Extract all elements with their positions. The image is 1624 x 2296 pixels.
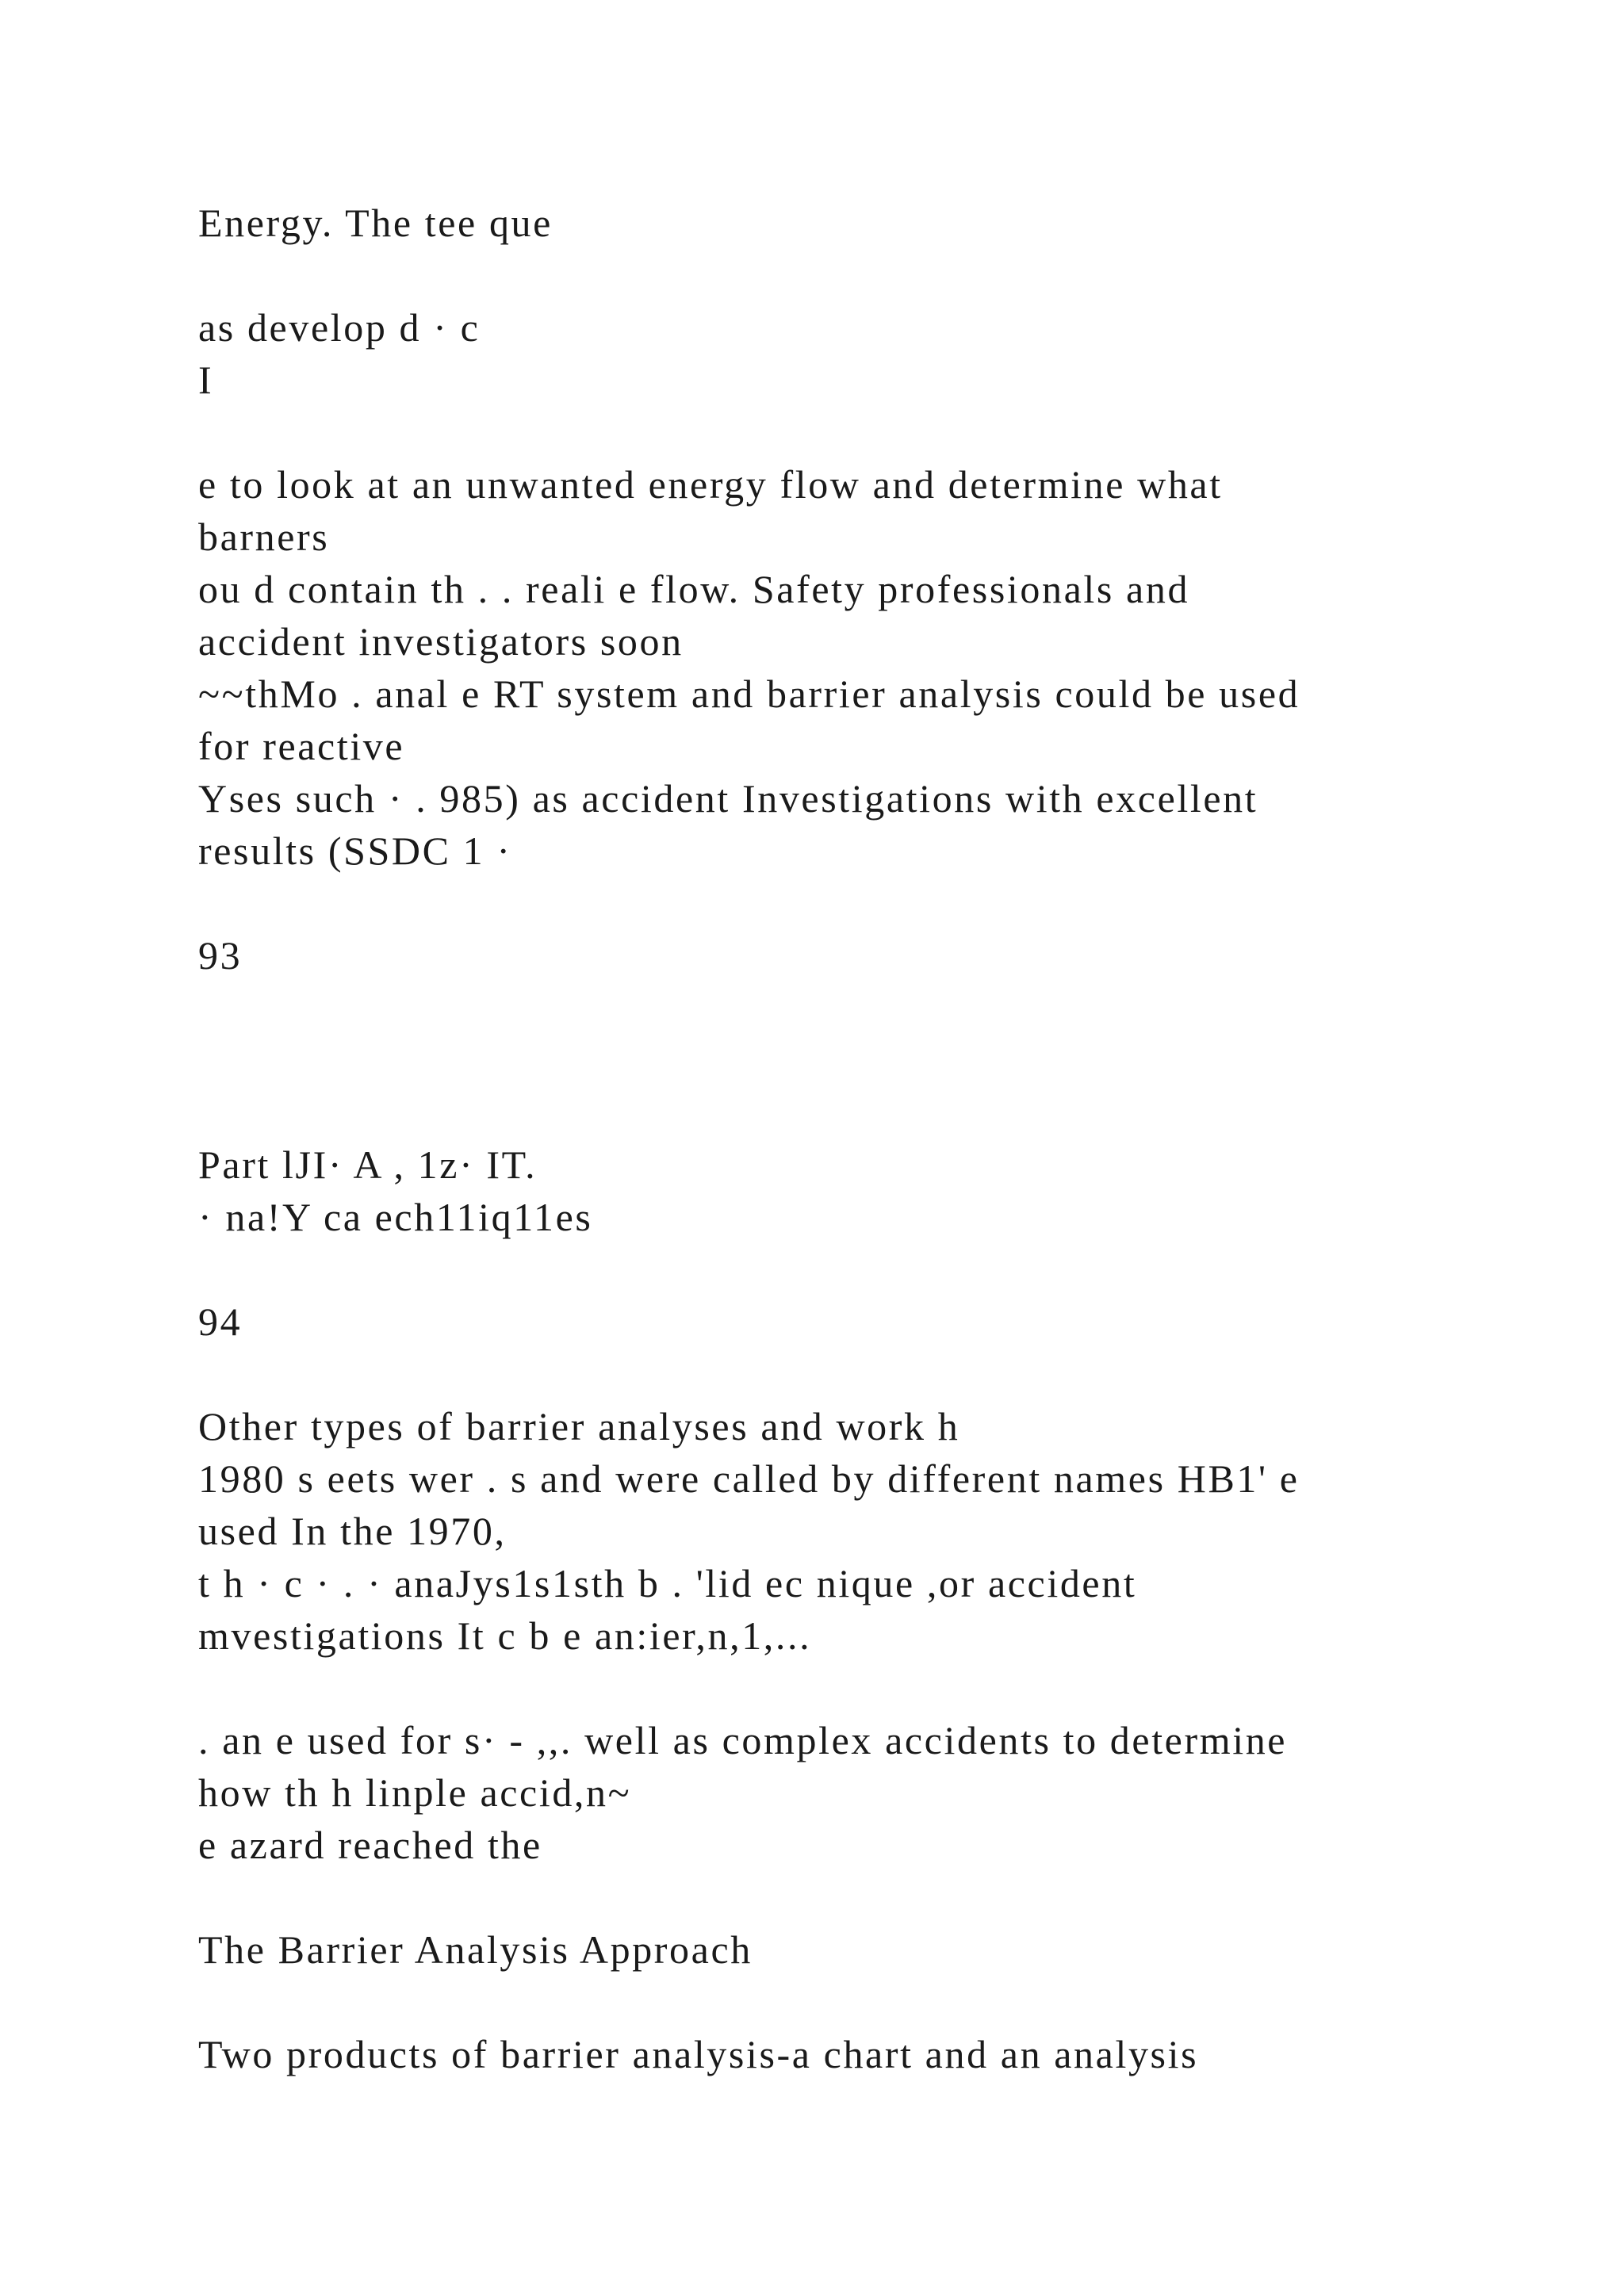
text-line: 1980 s eets wer . s and were called by different names HB1' e xyxy=(198,1456,1300,1501)
text-line: accident investigators soon xyxy=(198,619,684,664)
text-line: t h · c · . · anaJys1s1sth b . 'lid ec nique ,or accident xyxy=(198,1561,1137,1605)
text-line: Energy. The tee que xyxy=(198,201,553,245)
text-line: barners xyxy=(198,515,330,559)
running-header: · na!Y ca ech11iq11es xyxy=(198,1195,593,1239)
running-header: Part lJI· A , 1z· IT. xyxy=(198,1142,538,1187)
page-number: 94 xyxy=(198,1299,243,1344)
text-line: e azard reached the xyxy=(198,1823,542,1867)
text-line: . an e used for s· - ,,. well as complex accidents to determine xyxy=(198,1718,1288,1762)
text-line: e to look at an unwanted energy flow and determine what xyxy=(198,462,1223,507)
text-line: Yses such · . 985) as accident Investigations with excellent xyxy=(198,776,1258,821)
section-heading: The Barrier Analysis Approach xyxy=(198,1927,753,1972)
text-line: ~~thMo . anal e RT system and barrier analysis could be used xyxy=(198,672,1300,716)
text-line: mvestigations It c b e an:ier,n,1,... xyxy=(198,1613,812,1658)
text-line: results (SSDC 1 · xyxy=(198,828,512,873)
text-line: for reactive xyxy=(198,724,405,768)
text-line: ou d contain th . . reali e flow. Safety professionals and xyxy=(198,567,1190,611)
text-line: how th h linple accid,n~ xyxy=(198,1770,632,1815)
text-line: used In the 1970, xyxy=(198,1509,507,1553)
text-line: as develop d · c xyxy=(198,305,481,350)
text-line: Other types of barrier analyses and work h xyxy=(198,1404,960,1448)
text-line: Two products of barrier analysis-a chart and an analysis xyxy=(198,2032,1199,2076)
text-line: I xyxy=(198,358,214,402)
page-number: 93 xyxy=(198,933,243,978)
